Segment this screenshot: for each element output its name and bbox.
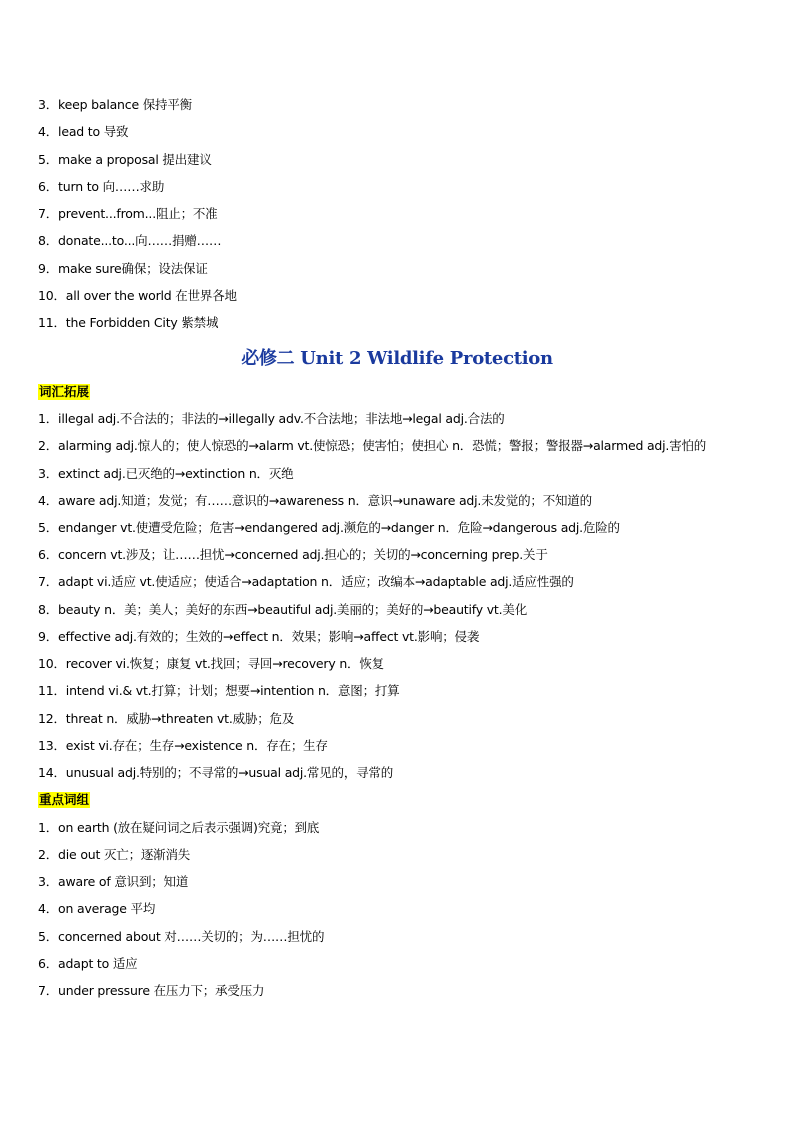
phrase-item: 5．concerned about 对……关切的；为……担忧的: [38, 929, 325, 944]
phrase-heading: 重点词组: [39, 792, 90, 807]
vocab-item: 8．beauty n．美；美人；美好的东西→beautiful adj.美丽的；美好的→beautify vt.美化: [38, 602, 527, 617]
list-item: 5．make a proposal 提出建议: [38, 152, 212, 167]
list-item: 7．prevent...from...阻止；不准: [38, 206, 218, 221]
vocab-item: 6．concern vt.涉及；让……担忧→concerned adj.担心的；关切的→concerning prep.关于: [38, 547, 548, 562]
vocab-item: 12．threat n．威胁→threaten vt.威胁；危及: [38, 711, 295, 726]
list-item: 8．donate...to...向……捐赠……: [38, 233, 222, 248]
vocab-item: 14．unusual adj.特别的；不寻常的→usual adj.常见的，寻常的: [38, 765, 394, 780]
phrase-item: 7．under pressure 在压力下；承受压力: [38, 983, 265, 998]
vocab-item: 5．endanger vt.使遭受危险；危害→endangered adj.濒危的→danger n．危险→dangerous adj.危险的: [38, 520, 620, 535]
phrase-item: 3．aware of 意识到；知道: [38, 874, 189, 889]
vocab-item: 4．aware adj.知道；发觉；有……意识的→awareness n．意识→unaware adj.未发觉的；不知道的: [38, 493, 592, 508]
vocab-item: 2．alarming adj.惊人的；使人惊恐的→alarm vt.使惊恐；使害怕；使担心 n．恐慌；警报；警报器→alarmed adj.害怕的: [38, 438, 707, 453]
vocab-item: 9．effective adj.有效的；生效的→effect n．效果；影响→affect vt.影响；侵袭: [38, 629, 480, 644]
list-item: 11．the Forbidden City 紫禁城: [38, 315, 219, 330]
vocab-item: 10．recover vi.恢复；康复 vt.找回；寻回→recovery n．恢复: [38, 656, 384, 671]
unit-title: 必修二 Unit 2 Wildlife Protection: [241, 348, 553, 369]
vocab-item: 7．adapt vi.适应 vt.使适应；使适合→adaptation n．适应；改编本→adaptable adj.适应性强的: [38, 574, 574, 589]
list-item: 9．make sure确保；设法保证: [38, 261, 208, 276]
vocab-heading: 词汇拓展: [39, 384, 90, 399]
list-item: 3．keep balance 保持平衡: [38, 97, 192, 112]
list-item: 6．turn to 向……求助: [38, 179, 165, 194]
vocab-item: 13．exist vi.存在；生存→existence n．存在；生存: [38, 738, 328, 753]
phrase-item: 4．on average 平均: [38, 901, 156, 916]
list-item: 4．lead to 导致: [38, 124, 129, 139]
vocab-item: 1．illegal adj.不合法的；非法的→illegally adv.不合法地；非法地→legal adj.合法的: [38, 411, 505, 426]
phrase-item: 2．die out 灭亡；逐渐消失: [38, 847, 191, 862]
vocab-item: 3．extinct adj.已灭绝的→extinction n．灭绝: [38, 466, 294, 481]
phrase-item: 1．on earth (放在疑问词之后表示强调)究竟；到底: [38, 820, 320, 835]
list-item: 10．all over the world 在世界各地: [38, 288, 237, 303]
vocab-item: 11．intend vi.& vt.打算；计划；想要→intention n．意图；打算: [38, 683, 400, 698]
phrase-item: 6．adapt to 适应: [38, 956, 138, 971]
